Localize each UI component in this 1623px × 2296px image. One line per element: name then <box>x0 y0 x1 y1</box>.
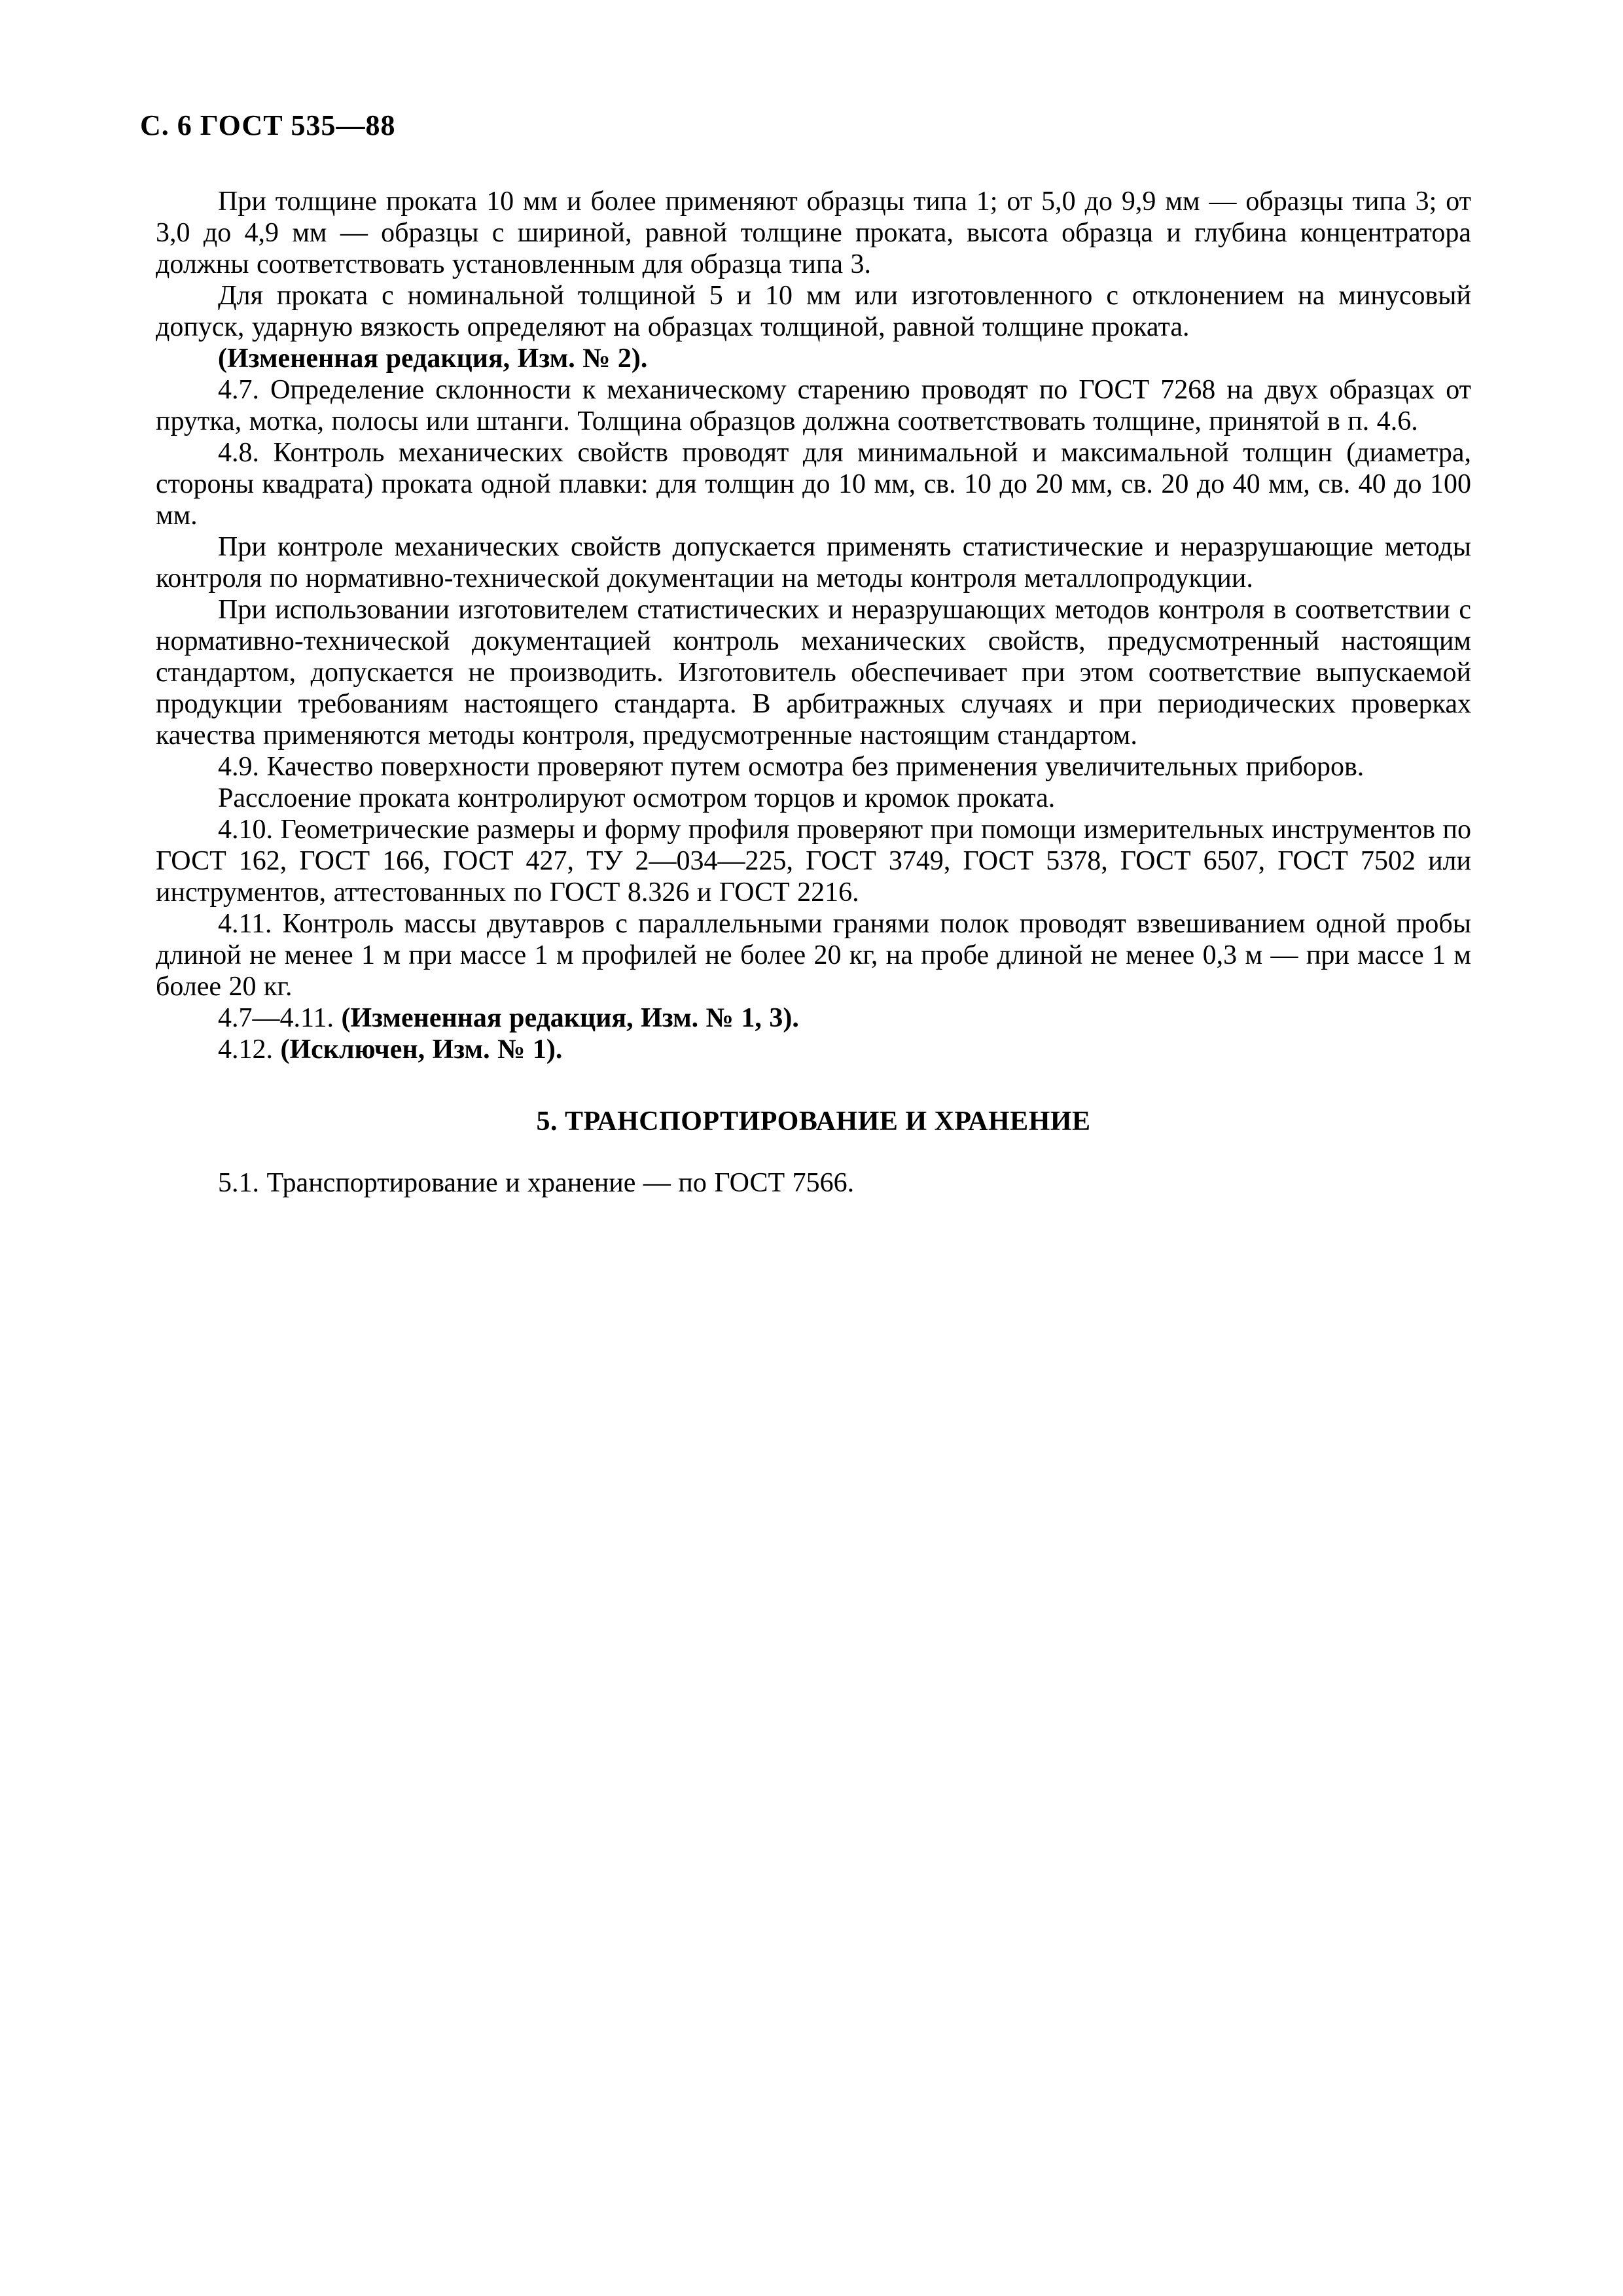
paragraph <box>156 531 1471 594</box>
paragraph <box>156 908 1471 1002</box>
document-body <box>156 186 1471 1065</box>
text-run: 4.12. <box>218 1034 281 1065</box>
section-5-paragraph: 5.1. Транспортирование и хранение — по ГОСТ 7566. <box>218 1168 855 1198</box>
text-run: 4.7. Определение склонности к механическому старению проводят по ГОСТ 7268 на двух образцах от прутка, мотка, полосы или штанги. Толщина образцов должна соответствовать толщине, принятой в п. 4.6. <box>156 375 1471 436</box>
text-run: 4.7—4.11. <box>218 1003 342 1033</box>
paragraph <box>156 343 1471 374</box>
amendment-note: (Измененная редакция, Изм. № 2). <box>218 344 648 374</box>
paragraph <box>156 374 1471 437</box>
text-run: Расслоение проката контролируют осмотром торцов и кромок проката. <box>218 783 1056 813</box>
running-header: С. 6 ГОСТ 535—88 <box>140 109 396 141</box>
paragraph <box>156 280 1471 343</box>
amendment-note: (Исключен, Изм. № 1). <box>280 1034 563 1065</box>
text-run: При контроле механических свойств допускается применять статистические и неразрушающие методы контроля по нормативно-технической документации на методы контроля металлопродукции. <box>156 532 1471 593</box>
paragraph <box>156 751 1471 783</box>
paragraph <box>156 437 1471 531</box>
text-run: При использовании изготовителем статистических и неразрушающих методов контроля в соответствии с нормативно-технической документацией контроль механических свойств, предусмотренный настоящим стандартом, допускается не производить. Изготовитель обеспечивает при этом соответствие выпускаемой продукции требованиям настоящего стандарта. В арбитражных случаях и при периодических проверках качества применяются методы контроля, предусмотренные настоящим стандартом. <box>156 595 1471 751</box>
text-run: 4.9. Качество поверхности проверяют путем осмотра без применения увеличительных приборов. <box>218 752 1364 782</box>
text-run: Для проката с номинальной толщиной 5 и 10 мм или изготовленного с отклонением на минусовый допуск, ударную вязкость определяют на образцах толщиной, равной толщине проката. <box>156 281 1471 342</box>
text-run: При толщине проката 10 мм и более применяют образцы типа 1; от 5,0 до 9,9 мм — образцы типа 3; от 3,0 до 4,9 мм — образцы с шириной, равной толщине проката, высота образца и глубина концентратора должны соответствовать установленным для образца типа 3. <box>156 186 1471 279</box>
text-run: 4.8. Контроль механических свойств проводят для минимальной и максимальной толщин (диаметра, стороны квадрата) проката одной плавки: для толщин до 10 мм, св. 10 до 20 мм, св. 20 до 40 мм, св. 40 до 100 мм. <box>156 438 1471 531</box>
paragraph <box>156 1002 1471 1034</box>
document-content <box>156 186 1471 1199</box>
paragraph <box>156 186 1471 280</box>
section-5-heading: 5. ТРАНСПОРТИРОВАНИЕ И ХРАНЕНИЕ <box>536 1106 1091 1137</box>
paragraph <box>156 783 1471 814</box>
text-run: 4.11. Контроль массы двутавров с параллельными гранями полок проводят взвешиванием одной пробы длиной не менее 1 м при массе 1 м профилей не более 20 кг, на пробе длиной не менее 0,3 м — при массе 1 м более 20 кг. <box>156 909 1471 1002</box>
paragraph <box>156 814 1471 908</box>
amendment-note: (Измененная редакция, Изм. № 1, 3). <box>341 1003 799 1033</box>
paragraph <box>156 594 1471 751</box>
text-run: 4.10. Геометрические размеры и форму профиля проверяют при помощи измерительных инструментов по ГОСТ 162, ГОСТ 166, ГОСТ 427, ТУ 2—034—225, ГОСТ 3749, ГОСТ 5378, ГОСТ 6507, ГОСТ 7502 или инструментов, аттестованных по ГОСТ 8.326 и ГОСТ 2216. <box>156 815 1471 908</box>
paragraph <box>156 1034 1471 1065</box>
